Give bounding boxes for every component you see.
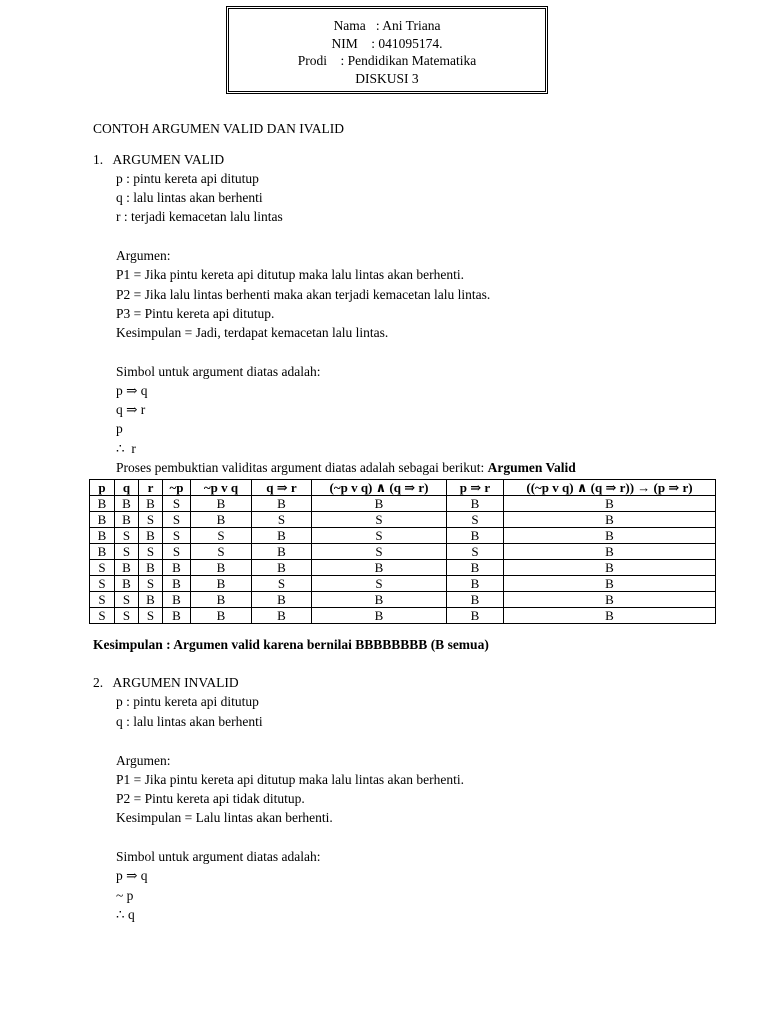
- table-cell: B: [139, 496, 163, 512]
- table-cell: S: [90, 608, 115, 624]
- truth-table-header: [90, 480, 716, 496]
- truth-table-body: [90, 496, 716, 624]
- table-cell: S: [312, 512, 447, 528]
- col-header: (~p v q) ∧ (q ⇒ r): [312, 480, 447, 496]
- table-cell: B: [447, 560, 504, 576]
- table-cell: S: [90, 560, 115, 576]
- col-header: r: [139, 480, 163, 496]
- table-cell: S: [447, 544, 504, 560]
- table-cell: S: [447, 512, 504, 528]
- truth-table: [89, 479, 716, 624]
- col-header: ~p: [163, 480, 191, 496]
- table-cell: B: [504, 592, 716, 608]
- table-row: [90, 528, 716, 544]
- table-cell: S: [139, 544, 163, 560]
- table-cell: B: [139, 528, 163, 544]
- argumen-label: Argumen:: [116, 753, 171, 768]
- table-row: [90, 512, 716, 528]
- table-cell: B: [504, 528, 716, 544]
- table-cell: B: [163, 592, 191, 608]
- table-cell: S: [163, 544, 191, 560]
- col-header: ~p v q: [191, 480, 252, 496]
- table-cell: S: [115, 592, 139, 608]
- table-cell: B: [447, 528, 504, 544]
- table-cell: B: [252, 528, 312, 544]
- table-row: [90, 544, 716, 560]
- table-row: [90, 592, 716, 608]
- conclusion-statement: Kesimpulan = Jadi, terdapat kemacetan lalu lintas.: [116, 325, 389, 340]
- table-cell: S: [163, 528, 191, 544]
- definition-r: r : terjadi kemacetan lalu lintas: [116, 209, 283, 224]
- symbol-line: ~ p: [116, 888, 134, 903]
- table-cell: B: [504, 608, 716, 624]
- table-cell: B: [115, 560, 139, 576]
- table-cell: B: [191, 560, 252, 576]
- table-cell: B: [252, 496, 312, 512]
- table-cell: B: [139, 560, 163, 576]
- table-cell: S: [115, 544, 139, 560]
- symbol-line: p ⇒ q: [116, 383, 148, 398]
- table-cell: S: [312, 544, 447, 560]
- table-cell: B: [447, 608, 504, 624]
- header-box: [226, 6, 548, 94]
- symbol-line: ∴ q: [116, 907, 135, 922]
- student-nim: NIM : 041095174.: [331, 35, 443, 51]
- table-cell: B: [252, 544, 312, 560]
- table-conclusion: Kesimpulan : Argumen valid karena bernilai BBBBBBBB (B semua): [93, 637, 489, 652]
- table-row: [90, 608, 716, 624]
- table-cell: B: [312, 560, 447, 576]
- table-cell: B: [115, 576, 139, 592]
- table-cell: S: [139, 576, 163, 592]
- table-cell: B: [447, 576, 504, 592]
- col-header: q: [115, 480, 139, 496]
- student-name: Nama : Ani Triana: [333, 18, 441, 33]
- table-cell: B: [312, 592, 447, 608]
- table-cell: B: [90, 496, 115, 512]
- table-cell: S: [163, 512, 191, 528]
- table-row: [90, 496, 716, 512]
- col-header: q ⇒ r: [252, 480, 312, 496]
- document-title: CONTOH ARGUMEN VALID DAN IVALID: [93, 121, 345, 136]
- table-cell: B: [115, 512, 139, 528]
- discussion-title: DISKUSI 3: [355, 70, 419, 86]
- premise-p2: P2 = Jika lalu lintas berhenti maka akan terjadi kemacetan lalu lintas.: [116, 287, 491, 302]
- table-cell: B: [90, 544, 115, 560]
- symbol-line: p: [116, 421, 123, 436]
- table-cell: B: [504, 496, 716, 512]
- premise-p1: P1 = Jika pintu kereta api ditutup maka lalu lintas akan berhenti.: [116, 772, 465, 787]
- table-cell: S: [139, 608, 163, 624]
- table-cell: B: [191, 496, 252, 512]
- premise-p3: P3 = Pintu kereta api ditutup.: [116, 306, 275, 321]
- table-cell: B: [504, 512, 716, 528]
- table-cell: B: [163, 576, 191, 592]
- table-cell: B: [447, 592, 504, 608]
- symbol-label: Simbol untuk argument diatas adalah:: [116, 364, 321, 379]
- table-cell: S: [163, 496, 191, 512]
- table-cell: S: [90, 576, 115, 592]
- table-cell: B: [252, 592, 312, 608]
- table-cell: S: [312, 576, 447, 592]
- symbol-label: Simbol untuk argument diatas adalah:: [116, 849, 321, 864]
- table-cell: B: [90, 528, 115, 544]
- col-header: ((~p v q) ∧ (q ⇒ r)) → (p ⇒ r): [504, 480, 716, 496]
- symbol-line: p ⇒ q: [116, 868, 148, 883]
- col-header: p: [90, 480, 115, 496]
- table-cell: B: [139, 592, 163, 608]
- table-cell: B: [191, 592, 252, 608]
- table-cell: S: [252, 576, 312, 592]
- proof-text: Proses pembuktian validitas argument diatas adalah sebagai berikut:: [116, 460, 488, 475]
- proof-intro: [116, 460, 576, 476]
- table-cell: B: [191, 512, 252, 528]
- definition-p: p : pintu kereta api ditutup: [116, 694, 259, 709]
- table-row: [90, 560, 716, 576]
- table-cell: B: [90, 512, 115, 528]
- symbol-line: q ⇒ r: [116, 402, 146, 417]
- table-cell: B: [312, 608, 447, 624]
- table-cell: B: [504, 544, 716, 560]
- table-cell: B: [252, 608, 312, 624]
- symbol-line: ∴ r: [116, 441, 136, 456]
- definition-p: p : pintu kereta api ditutup: [116, 171, 259, 186]
- definition-q: q : lalu lintas akan berhenti: [116, 190, 263, 205]
- table-row: [90, 576, 716, 592]
- section1-heading: 1. ARGUMEN VALID: [93, 152, 225, 167]
- col-header: p ⇒ r: [447, 480, 504, 496]
- table-cell: S: [115, 608, 139, 624]
- table-cell: S: [139, 512, 163, 528]
- student-prodi: Prodi : Pendidikan Matematika: [297, 53, 477, 68]
- table-cell: B: [191, 576, 252, 592]
- table-cell: S: [115, 528, 139, 544]
- table-cell: S: [312, 528, 447, 544]
- premise-p1: P1 = Jika pintu kereta api ditutup maka lalu lintas akan berhenti.: [116, 267, 465, 282]
- conclusion-statement: Kesimpulan = Lalu lintas akan berhenti.: [116, 810, 333, 825]
- table-cell: B: [504, 560, 716, 576]
- table-cell: B: [163, 560, 191, 576]
- table-cell: B: [191, 608, 252, 624]
- table-cell: B: [252, 560, 312, 576]
- table-cell: S: [191, 528, 252, 544]
- table-cell: B: [312, 496, 447, 512]
- argumen-label: Argumen:: [116, 248, 171, 263]
- section2-heading: 2. ARGUMEN INVALID: [93, 675, 239, 690]
- table-cell: B: [504, 576, 716, 592]
- premise-p2: P2 = Pintu kereta api tidak ditutup.: [116, 791, 305, 806]
- definition-q: q : lalu lintas akan berhenti: [116, 714, 263, 729]
- table-cell: S: [90, 592, 115, 608]
- table-cell: B: [163, 608, 191, 624]
- proof-result: Argumen Valid: [487, 460, 576, 475]
- table-cell: S: [191, 544, 252, 560]
- table-cell: S: [252, 512, 312, 528]
- table-cell: B: [447, 496, 504, 512]
- table-cell: B: [115, 496, 139, 512]
